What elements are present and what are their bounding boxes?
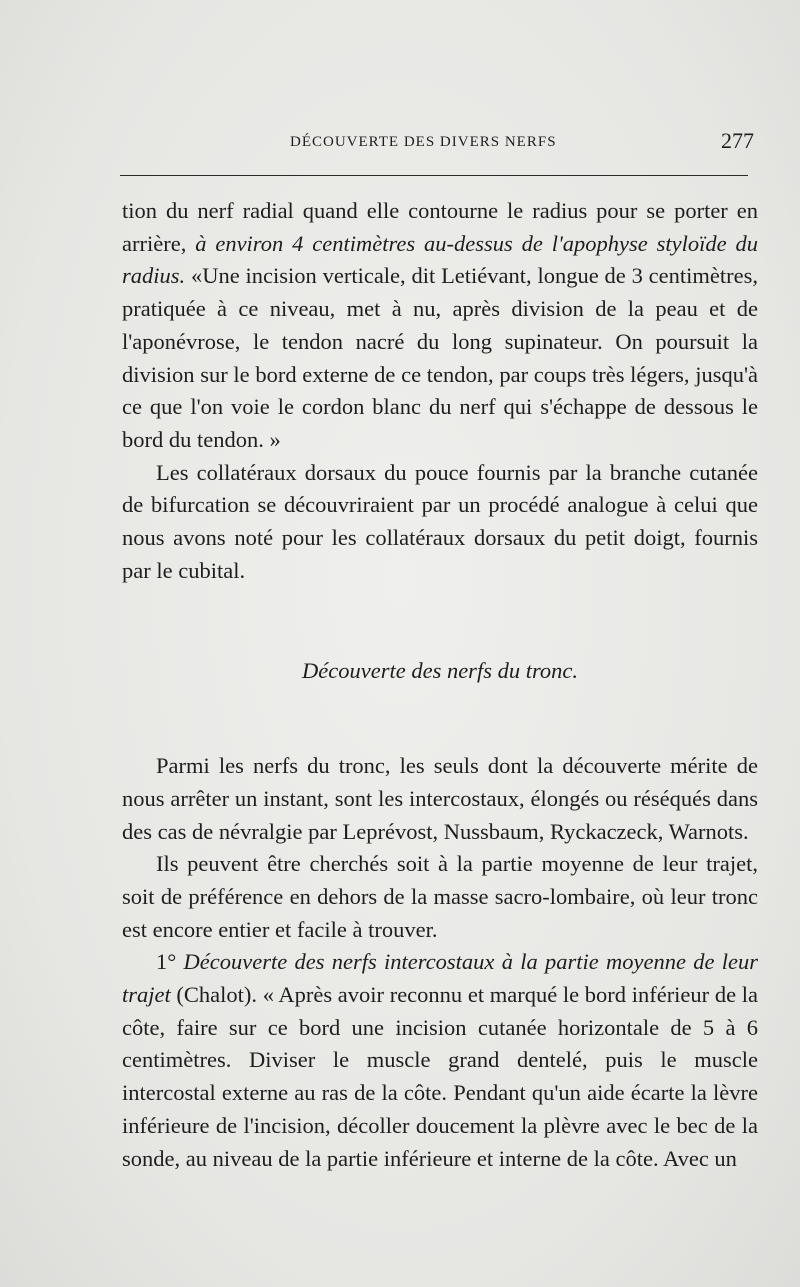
text-run: tion du nerf radial quand elle contourne le radius pour se porter en arrière,: [122, 198, 758, 256]
text-run: «Une incision verticale, dit Letiévant, longue de 3 centimètres, pratiquée à ce niveau, met à nu, après division de la peau et de l'aponévrose, le tendon nacré du long supinateur. On poursuit la division sur le bord externe de ce tendon, par coups très légers, jusqu'à ce que l'on voie le cordon blanc du nerf qui s'échappe de dessous le bord du tendon. »: [122, 263, 758, 452]
paragraph: Les collatéraux dorsaux du pouce fournis par la branche cutanée de bifurcation se découvriraient par un procédé analogue à celui que nous avons noté pour les collatéraux dorsaux du petit doigt, fournis par le cubital.: [122, 459, 758, 583]
section-heading: Découverte des nerfs du tronc.: [302, 658, 578, 684]
paragraph: Ils peuvent être cherchés soit à la partie moyenne de leur trajet, soit de préférence en dehors de la masse sacro-lombaire, où leur tronc est encore entier et facile à trouver.: [122, 851, 758, 942]
list-number: 1°: [156, 949, 177, 975]
paragraph-continuation: [122, 195, 758, 457]
italic-run: Découverte des nerfs intercostaux à la partie moyenne de leur trajet: [122, 949, 758, 1008]
body-text: [122, 195, 758, 1175]
page-header: [120, 128, 754, 158]
running-title: DÉCOUVERTE DES DIVERS NERFS: [290, 134, 557, 150]
italic-run: à environ 4 centimètres au-dessus de l'apophyse styloïde du radius.: [122, 230, 758, 289]
page-number: 277: [721, 128, 754, 153]
paragraph-numbered: [122, 946, 758, 1175]
header-rule: [120, 175, 748, 176]
text-run: (Chalot). « Après avoir reconnu et marqué le bord inférieur de la côte, faire sur ce bord une incision cutanée horizontale de 5 à 6 centimètres. Diviser le muscle grand dentelé, puis le muscle intercostal externe au ras de la côte. Pendant qu'un aide écarte la lèvre inférieure de l'incision, décoller doucement la plèvre avec le bec de la sonde, au niveau de la partie inférieure et interne de la côte. Avec un: [122, 982, 758, 1171]
paragraph: Parmi les nerfs du tronc, les seuls dont la découverte mérite de nous arrêter un instant, sont les intercostaux, élongés ou réséqués dans des cas de névralgie par Leprévost, Nussbaum, Ryckaczeck, Warnots.: [122, 753, 758, 844]
